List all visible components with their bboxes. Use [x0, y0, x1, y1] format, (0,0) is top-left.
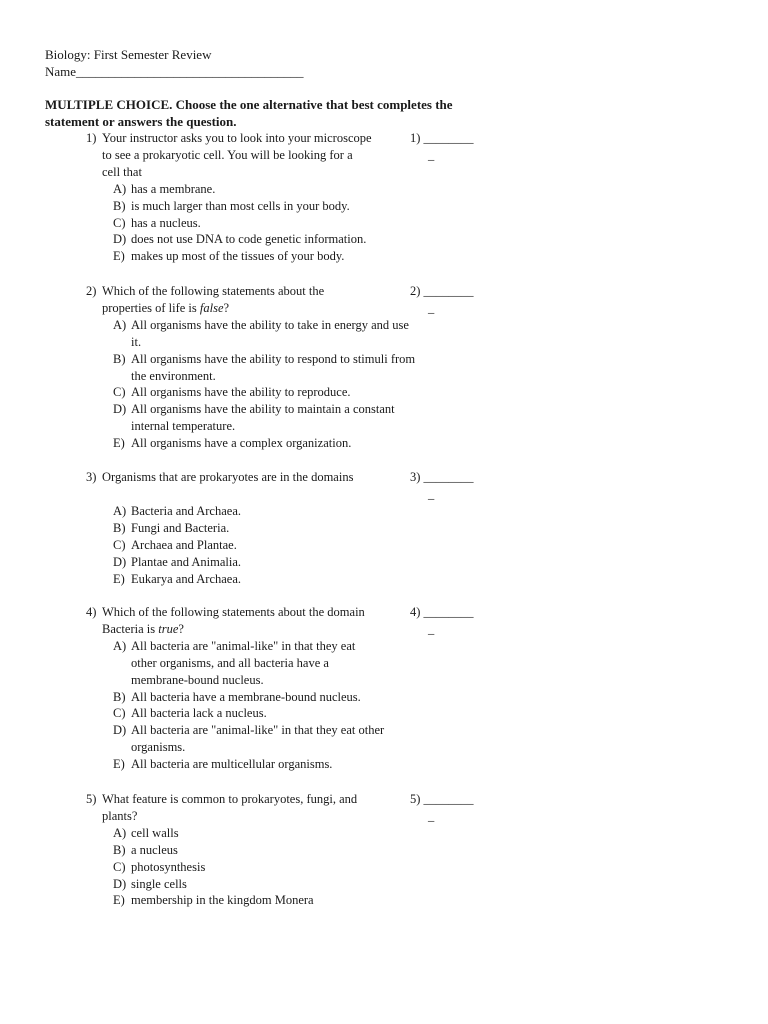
option-b	[113, 842, 416, 859]
option-d	[113, 722, 388, 756]
option-b	[113, 520, 416, 537]
option-text: Eukarya and Archaea.	[131, 571, 242, 586]
question-4	[86, 604, 416, 773]
option-text: All bacteria have a membrane-bound nucleus.	[131, 689, 361, 704]
option-a	[113, 317, 416, 351]
answer-blank-3[interactable]	[410, 469, 485, 503]
question-number: 2)	[86, 284, 97, 298]
question-stem	[102, 283, 372, 317]
option-text: does not use DNA to code genetic information.	[131, 232, 367, 247]
question-stem	[102, 604, 402, 638]
option-text: makes up most of the tissues of your body.	[131, 249, 345, 264]
answer-line-tail: _	[428, 487, 435, 501]
option-letter: A)	[113, 317, 127, 332]
option-e	[113, 756, 416, 773]
option-c	[113, 215, 416, 232]
option-e	[113, 435, 416, 452]
option-e	[113, 571, 416, 588]
option-letter: D)	[113, 402, 127, 417]
option-d	[113, 231, 416, 248]
option-letter: A)	[113, 638, 127, 653]
question-3	[86, 469, 416, 587]
option-letter: E)	[113, 893, 125, 908]
option-b	[113, 689, 416, 706]
option-a	[113, 503, 416, 520]
option-d	[113, 401, 416, 435]
question-stem: What feature is common to prokaryotes, fungi, and plants?	[102, 792, 358, 823]
answer-line-tail: _	[428, 622, 435, 636]
option-text: single cells	[131, 876, 187, 891]
option-c	[113, 859, 416, 876]
option-c	[113, 384, 416, 401]
option-d	[113, 554, 416, 571]
option-letter: A)	[113, 503, 127, 518]
option-letter: B)	[113, 842, 126, 857]
question-5	[86, 791, 416, 909]
answer-line: ________	[423, 470, 474, 484]
question-stem: Your instructor asks you to look into your microscope to see a prokaryotic cell. You will be looking for a cell that	[102, 131, 372, 179]
stem-text: Which of the following statements about the properties of life is	[102, 284, 325, 315]
answer-number: 4)	[410, 605, 421, 619]
answer-number: 5)	[410, 792, 421, 806]
option-a	[113, 181, 416, 198]
option-text: All bacteria are "animal-like" in that they eat other organisms.	[131, 723, 385, 755]
option-letter: A)	[113, 181, 127, 196]
option-letter: A)	[113, 825, 127, 840]
option-letter: B)	[113, 351, 126, 366]
option-b	[113, 351, 416, 385]
option-c	[113, 705, 416, 722]
option-text: All organisms have the ability to reproduce.	[131, 385, 351, 400]
page-title: Biology: First Semester Review	[45, 47, 212, 62]
answer-number: 2)	[410, 284, 421, 298]
option-letter: D)	[113, 876, 127, 891]
option-text: photosynthesis	[131, 859, 206, 874]
option-letter: C)	[113, 385, 126, 400]
option-letter: B)	[113, 520, 126, 535]
option-text: All organisms have a complex organization.	[131, 436, 352, 451]
option-text: is much larger than most cells in your body.	[131, 198, 350, 213]
option-text: All organisms have the ability to take in energy and use it.	[131, 317, 409, 349]
stem-emphasis: false	[199, 300, 224, 315]
answer-number: 1)	[410, 131, 421, 145]
option-letter: B)	[113, 198, 126, 213]
option-text: Plantae and Animalia.	[131, 554, 242, 569]
question-number: 3)	[86, 470, 97, 484]
option-text: All bacteria are "animal-like" in that they eat other organisms, and all bacteria have a membrane-bound nucleus.	[131, 638, 356, 687]
option-text: Fungi and Bacteria.	[131, 520, 230, 535]
option-text: Bacteria and Archaea.	[131, 503, 242, 518]
answer-number: 3)	[410, 470, 421, 484]
answer-blank-4[interactable]	[410, 604, 485, 638]
answer-line: ________	[423, 792, 474, 806]
option-letter: C)	[113, 215, 126, 230]
option-d	[113, 876, 416, 893]
option-letter: E)	[113, 249, 125, 264]
option-text: Archaea and Plantae.	[131, 537, 237, 552]
question-number: 5)	[86, 792, 97, 806]
option-text: has a nucleus.	[131, 215, 201, 230]
answer-line-tail: _	[428, 148, 435, 162]
option-c	[113, 537, 416, 554]
option-text: a nucleus	[131, 842, 178, 857]
option-e	[113, 248, 416, 265]
answer-blank-5[interactable]	[410, 791, 485, 825]
option-letter: E)	[113, 436, 125, 451]
option-a	[113, 825, 416, 842]
option-letter: C)	[113, 537, 126, 552]
answer-line: ________	[423, 605, 474, 619]
answer-line-tail: _	[428, 809, 435, 823]
stem-emphasis: true	[158, 621, 179, 636]
question-1	[86, 130, 416, 265]
question-number: 4)	[86, 605, 97, 619]
section-instructions: MULTIPLE CHOICE. Choose the one alternative that best completes the statement or answers the question.	[45, 97, 453, 129]
option-letter: D)	[113, 232, 127, 247]
stem-text: Which of the following statements about the domain Bacteria is	[102, 605, 365, 636]
option-text: All bacteria are multicellular organisms.	[131, 757, 333, 772]
answer-line-tail: _	[428, 301, 435, 315]
option-letter: E)	[113, 571, 125, 586]
option-letter: D)	[113, 723, 127, 738]
option-b	[113, 198, 416, 215]
option-text: has a membrane.	[131, 181, 216, 196]
option-letter: C)	[113, 859, 126, 874]
answer-blank-1[interactable]	[410, 130, 485, 164]
option-text: All bacteria lack a nucleus.	[131, 706, 267, 721]
option-a	[113, 638, 368, 689]
option-letter: B)	[113, 689, 126, 704]
answer-line: ________	[423, 284, 474, 298]
option-letter: E)	[113, 757, 125, 772]
stem-text-end: ?	[223, 300, 230, 315]
option-text: All organisms have the ability to respond to stimuli from the environment.	[131, 351, 416, 383]
option-text: membership in the kingdom Monera	[131, 893, 314, 908]
answer-blank-2[interactable]	[410, 283, 485, 317]
answer-line: ________	[423, 131, 474, 145]
question-number: 1)	[86, 131, 97, 145]
question-2	[86, 283, 416, 452]
option-letter: D)	[113, 554, 127, 569]
option-text: cell walls	[131, 825, 179, 840]
option-text: All organisms have the ability to maintain a constant internal temperature.	[131, 402, 395, 434]
option-e	[113, 892, 416, 909]
option-letter: C)	[113, 706, 126, 721]
question-stem: Organisms that are prokaryotes are in the domains	[102, 470, 354, 484]
stem-text-end: ?	[178, 621, 184, 636]
name-field-line: Name___________________________________	[45, 64, 304, 79]
